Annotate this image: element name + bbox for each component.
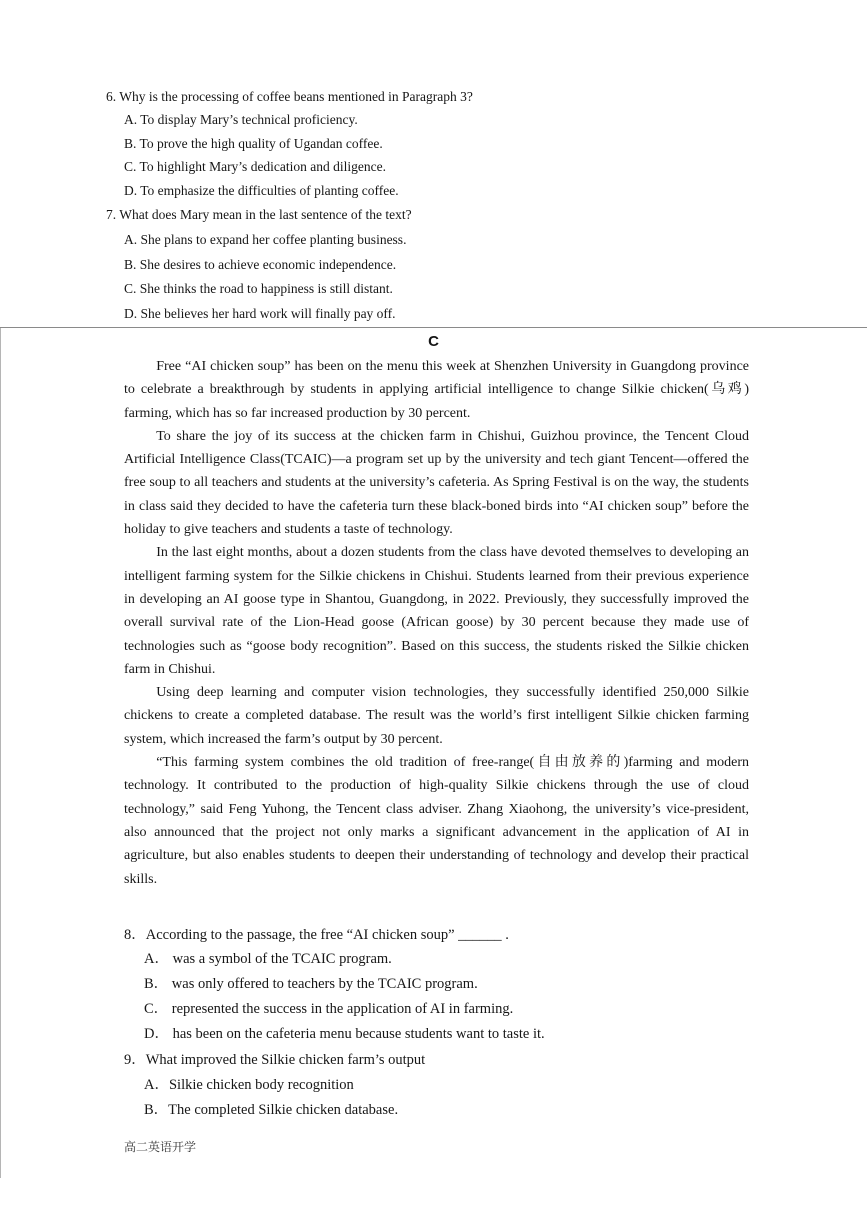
passage-c: [124, 355, 749, 891]
question-8-option-c: C． represented the success in the application of AI in farming.: [144, 1001, 514, 1017]
paragraph-2: To share the joy of its success at the chicken farm in Chishui, Guizhou province, the Tencent Cloud Artificial Intelligence Class(TCAIC)—a program set up by the university and tech giant Tencent—offered the free soup to all teachers and students at the university’s cafeteria. As Spring Festival is on the way, the students in class said they decided to have the cafeteria turn these black-boned birds into “AI chicken soup” before the holiday to give teachers and students a taste of technology.: [124, 428, 749, 538]
section-title: C: [428, 333, 439, 350]
question-7-stem: 7. What does Mary mean in the last sentence of the text?: [106, 207, 412, 222]
question-9-stem: 9．What improved the Silkie chicken farm’s output: [124, 1052, 426, 1068]
question-7-option-c: C. She thinks the road to happiness is still distant.: [124, 281, 393, 296]
question-6-option-a: A. To display Mary’s technical proficiency.: [124, 112, 358, 127]
question-8-option-d: D． has been on the cafeteria menu because students want to taste it.: [144, 1026, 545, 1042]
paragraph-3: In the last eight months, about a dozen students from the class have devoted themselves to developing an intelligent farming system for the Silkie chickens in Chishui. Students learned from their previous experience in developing an AI goose type in Shantou, Guangdong, in 2022. Previously, they successfully improved the overall survival rate of the Lion-Head goose (African goose) by 30 percent because they made use of technologies such as “goose body recognition”. Based on this success, the students risked the Silkie chicken farm in Chishui.: [124, 545, 749, 677]
question-6-stem: 6. Why is the processing of coffee beans mentioned in Paragraph 3?: [106, 89, 473, 104]
paragraph-5: “This farming system combines the old tradition of free-range(自由放养的)farming and modern technology. It contributed to the production of high-quality Silkie chickens through the use of cloud technology,” said Feng Yuhong, the Tencent class adviser. Zhang Xiaohong, the university’s vice-president, also announced that the project not only marks a significant advancement in the application of AI in agriculture, but also enables students to deepen their understanding of technology and develop their practical skills.: [124, 755, 749, 887]
section-divider: [0, 327, 867, 328]
question-7-option-d: D. She believes her hard work will finally pay off.: [124, 306, 396, 321]
question-6-option-b: B. To prove the high quality of Ugandan coffee.: [124, 136, 383, 151]
paragraph-4: Using deep learning and computer vision technologies, they successfully identified 250,000 Silkie chickens to create a completed database. The result was the world’s first intelligent Silkie chicken farming system, which increased the farm’s output by 30 percent.: [124, 685, 749, 747]
question-7-option-a: A. She plans to expand her coffee planting business.: [124, 232, 407, 247]
scan-edge-line: [0, 328, 1, 1178]
question-8-option-a: A． was a symbol of the TCAIC program.: [144, 951, 392, 967]
question-9-option-a: A．Silkie chicken body recognition: [144, 1077, 354, 1093]
question-6-option-d: D. To emphasize the difficulties of planting coffee.: [124, 183, 399, 198]
question-7-option-b: B. She desires to achieve economic independence.: [124, 257, 397, 272]
question-9-option-b: B．The completed Silkie chicken database.: [144, 1102, 399, 1118]
page-footer: 高二英语开学: [124, 1140, 197, 1154]
question-8-stem: 8．According to the passage, the free “AI chicken soup” ______ .: [124, 927, 509, 943]
question-6-option-c: C. To highlight Mary’s dedication and diligence.: [124, 159, 387, 174]
paragraph-1: Free “AI chicken soup” has been on the menu this week at Shenzhen University in Guangdong province to celebrate a breakthrough by students in applying artificial intelligence to change Silkie chicken(乌鸡) farming, which has so far increased production by 30 percent.: [124, 359, 749, 421]
question-8-option-b: B． was only offered to teachers by the TCAIC program.: [144, 976, 478, 992]
